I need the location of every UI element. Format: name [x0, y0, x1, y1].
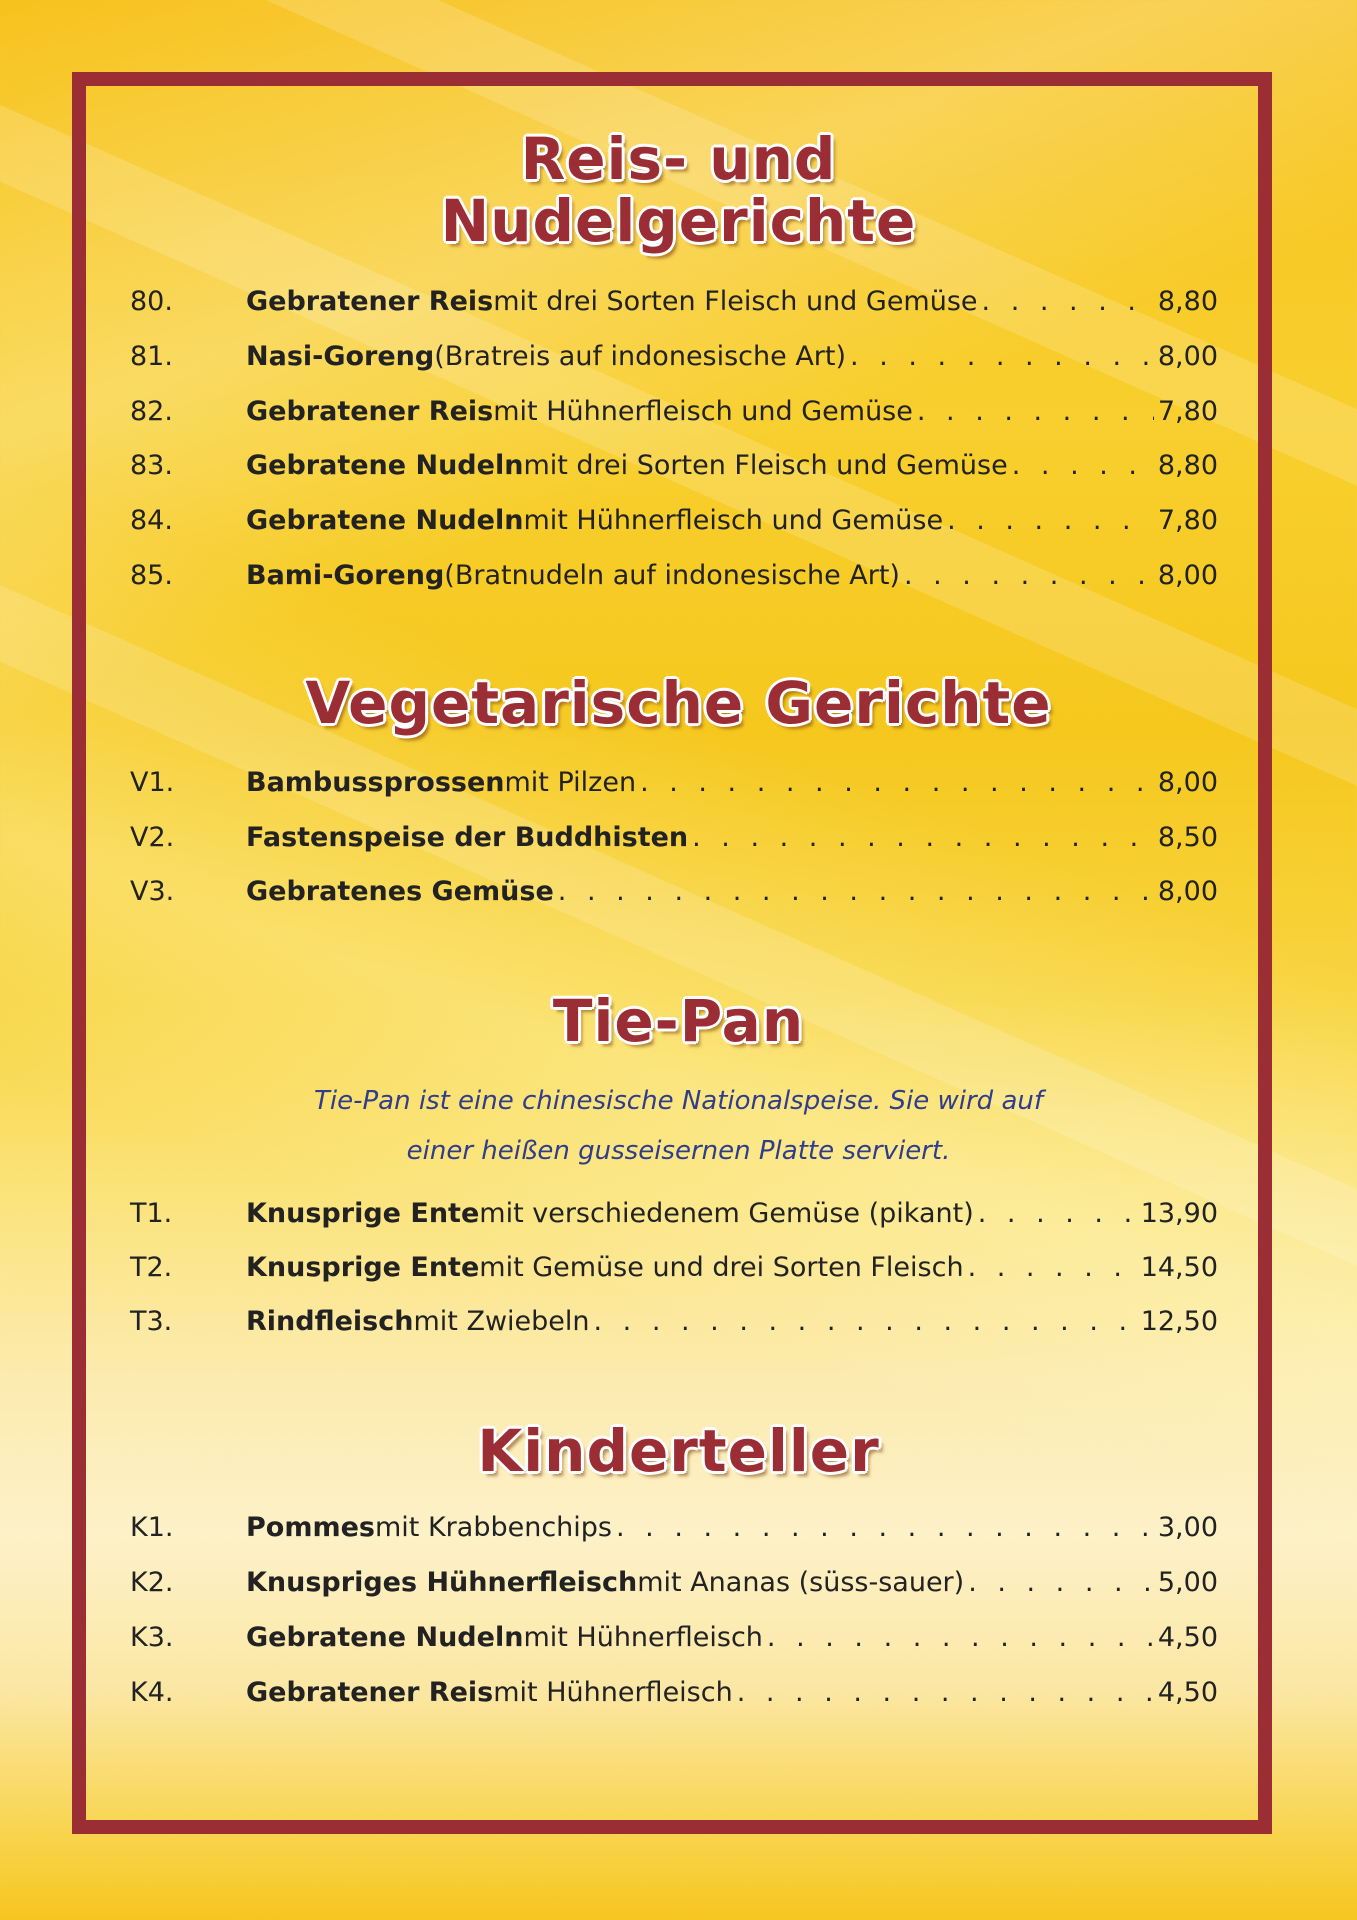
item-number: 85.: [130, 560, 173, 591]
item-price: 7,80: [1157, 505, 1218, 536]
item-price: 8,80: [1157, 286, 1218, 317]
item-price: 8,00: [1157, 767, 1218, 798]
dot-leader: [558, 876, 1154, 907]
item-name: Gebratener Reis: [246, 286, 494, 317]
item-name: Fastenspeise der Buddhisten: [246, 822, 689, 853]
item-name: Gebratene Nudeln: [246, 1622, 524, 1653]
item-price: 8,50: [1157, 822, 1218, 853]
item-number: V3.: [130, 876, 175, 907]
item-description: mit verschiedenem Gemüse (pikant): [479, 1198, 974, 1229]
item-name: Knusprige Ente: [246, 1252, 480, 1283]
section-title-line: Reis- und: [520, 125, 837, 193]
item-name: Gebratene Nudeln: [246, 505, 524, 536]
item-number: K2.: [130, 1567, 174, 1598]
dot-leader: [947, 505, 1154, 536]
item-number: 81.: [130, 341, 173, 372]
dot-leader: [640, 767, 1154, 798]
dot-leader: [594, 1306, 1137, 1337]
item-price: 14,50: [1140, 1252, 1218, 1283]
menu-item: [130, 1622, 1218, 1662]
menu-item: [130, 767, 1218, 807]
item-name: Pommes: [246, 1512, 375, 1543]
item-name: Gebratener Reis: [246, 396, 494, 427]
menu-item: [130, 1198, 1218, 1238]
menu-item: [130, 1567, 1218, 1607]
item-description: mit Hühnerfleisch und Gemüse: [493, 396, 913, 427]
item-name: Gebratene Nudeln: [246, 450, 524, 481]
menu-item: [130, 341, 1218, 381]
menu-item: [130, 1252, 1218, 1292]
dot-leader: [692, 822, 1154, 853]
menu-item: [130, 505, 1218, 545]
item-price: 5,00: [1157, 1567, 1218, 1598]
menu-item: [130, 822, 1218, 862]
section-title-line: Nudelgerichte: [440, 187, 917, 255]
section-note: [0, 1076, 1357, 1176]
dot-leader: [982, 286, 1154, 317]
item-description: (Bratreis auf indonesische Art): [434, 341, 847, 372]
menu-item: [130, 876, 1218, 916]
menu-item: [130, 396, 1218, 436]
dot-leader: [917, 396, 1154, 427]
item-description: mit Hühnerfleisch: [523, 1622, 763, 1653]
section-title-kinderteller: Kinderteller: [477, 1417, 880, 1485]
section-note-line: einer heißen gusseisernen Platte serviert.: [406, 1136, 951, 1166]
item-name: Rindfleisch: [246, 1306, 414, 1337]
item-number: K1.: [130, 1512, 174, 1543]
item-number: T1.: [130, 1198, 173, 1229]
item-name: Knuspriges Hühnerfleisch: [246, 1567, 638, 1598]
menu-item: [130, 450, 1218, 490]
item-name: Nasi-Goreng: [246, 341, 435, 372]
item-description: mit Ananas (süss-sauer): [637, 1567, 965, 1598]
section-title-reis-nudel: [0, 125, 1357, 255]
menu-item: [130, 560, 1218, 600]
item-description: mit Zwiebeln: [413, 1306, 590, 1337]
item-number: 84.: [130, 505, 173, 536]
dot-leader: [737, 1677, 1154, 1708]
item-number: K3.: [130, 1622, 174, 1653]
item-price: 8,00: [1157, 341, 1218, 372]
dot-leader: [850, 341, 1154, 372]
item-number: 83.: [130, 450, 173, 481]
item-description: mit Gemüse und drei Sorten Fleisch: [479, 1252, 964, 1283]
item-price: 13,90: [1140, 1198, 1218, 1229]
dot-leader: [968, 1252, 1137, 1283]
dot-leader: [767, 1622, 1154, 1653]
item-price: 4,50: [1157, 1677, 1218, 1708]
item-description: mit Pilzen: [504, 767, 637, 798]
item-description: mit Hühnerfleisch und Gemüse: [523, 505, 944, 536]
item-name: Bambussprossen: [246, 767, 505, 798]
menu-item: [130, 286, 1218, 326]
dot-leader: [1012, 450, 1154, 481]
item-price: 7,80: [1157, 396, 1218, 427]
section-title-vegetarisch: Vegetarische Gerichte: [305, 669, 1052, 737]
menu-item: [130, 1306, 1218, 1346]
dot-leader: [616, 1512, 1154, 1543]
section-note-line: Tie-Pan ist eine chinesische Nationalspeise. Sie wird auf: [313, 1086, 1044, 1116]
item-price: 4,50: [1157, 1622, 1218, 1653]
dot-leader: [978, 1198, 1137, 1229]
item-description: mit drei Sorten Fleisch und Gemüse: [493, 286, 978, 317]
item-name: Knusprige Ente: [246, 1198, 480, 1229]
item-price: 8,80: [1157, 450, 1218, 481]
item-number: T3.: [130, 1306, 173, 1337]
item-number: T2.: [130, 1252, 173, 1283]
item-price: 3,00: [1157, 1512, 1218, 1543]
item-price: 12,50: [1140, 1306, 1218, 1337]
item-price: 8,00: [1157, 876, 1218, 907]
menu-item: [130, 1677, 1218, 1717]
item-name: Gebratenes Gemüse: [246, 876, 554, 907]
dot-leader: [904, 560, 1154, 591]
item-description: mit Hühnerfleisch: [493, 1677, 733, 1708]
item-number: K4.: [130, 1677, 174, 1708]
item-name: Bami-Goreng: [246, 560, 445, 591]
item-description: mit Krabbenchips: [375, 1512, 612, 1543]
item-number: 80.: [130, 286, 173, 317]
item-number: 82.: [130, 396, 173, 427]
item-number: V2.: [130, 822, 175, 853]
item-number: V1.: [130, 767, 175, 798]
item-description: (Bratnudeln auf indonesische Art): [444, 560, 900, 591]
item-description: mit drei Sorten Fleisch und Gemüse: [523, 450, 1008, 481]
dot-leader: [968, 1567, 1154, 1598]
menu-item: [130, 1512, 1218, 1552]
item-price: 8,00: [1157, 560, 1218, 591]
item-name: Gebratener Reis: [246, 1677, 494, 1708]
section-title-tie-pan: Tie-Pan: [552, 987, 805, 1055]
